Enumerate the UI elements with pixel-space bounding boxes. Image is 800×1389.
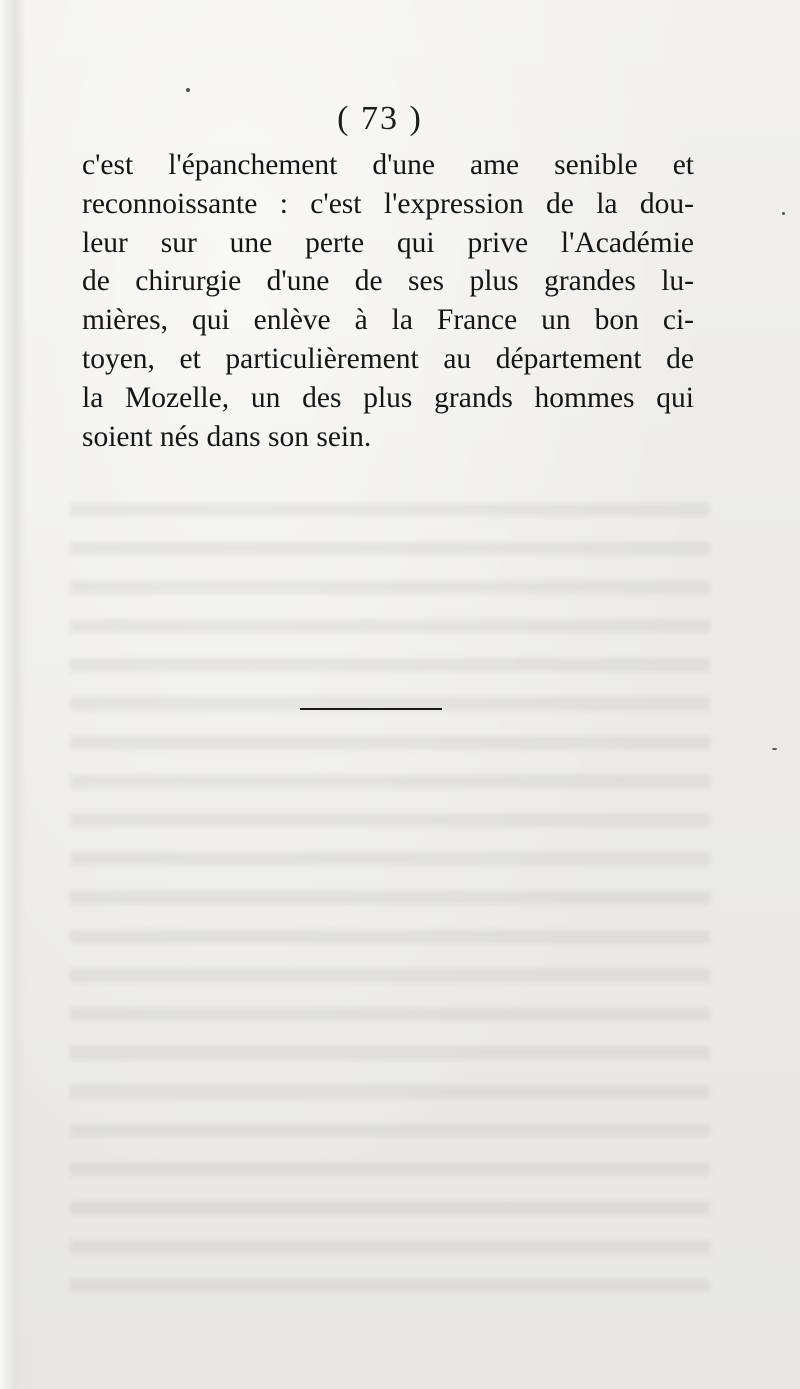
page-edge-shadow <box>0 0 26 1389</box>
paragraph <box>82 146 694 456</box>
paragraph-line: de chirurgie d'une de ses plus grandes lu- <box>82 265 694 298</box>
paragraph-line: c'est l'épanchement d'une ame senible et <box>82 149 694 181</box>
page-number: ( 73 ) <box>337 100 423 137</box>
section-divider-rule <box>300 708 442 710</box>
paragraph-line: reconnoissante : c'est l'expression de la dou- <box>82 187 694 220</box>
paragraph-line: leur sur une perte qui prive l'Académie <box>82 226 694 259</box>
ink-speck <box>772 748 777 750</box>
bleed-through-shadow <box>70 480 710 1300</box>
paragraph-line: soient nés dans son sein. <box>82 420 372 453</box>
ink-speck <box>782 212 785 215</box>
paragraph-line: la Mozelle, un des plus grands hommes qui <box>82 381 694 414</box>
ink-speck <box>186 88 190 92</box>
paragraph-line: toyen, et particulièrement au département de <box>82 342 694 375</box>
paragraph-line: mières, qui enlève à la France un bon ci- <box>82 304 694 337</box>
